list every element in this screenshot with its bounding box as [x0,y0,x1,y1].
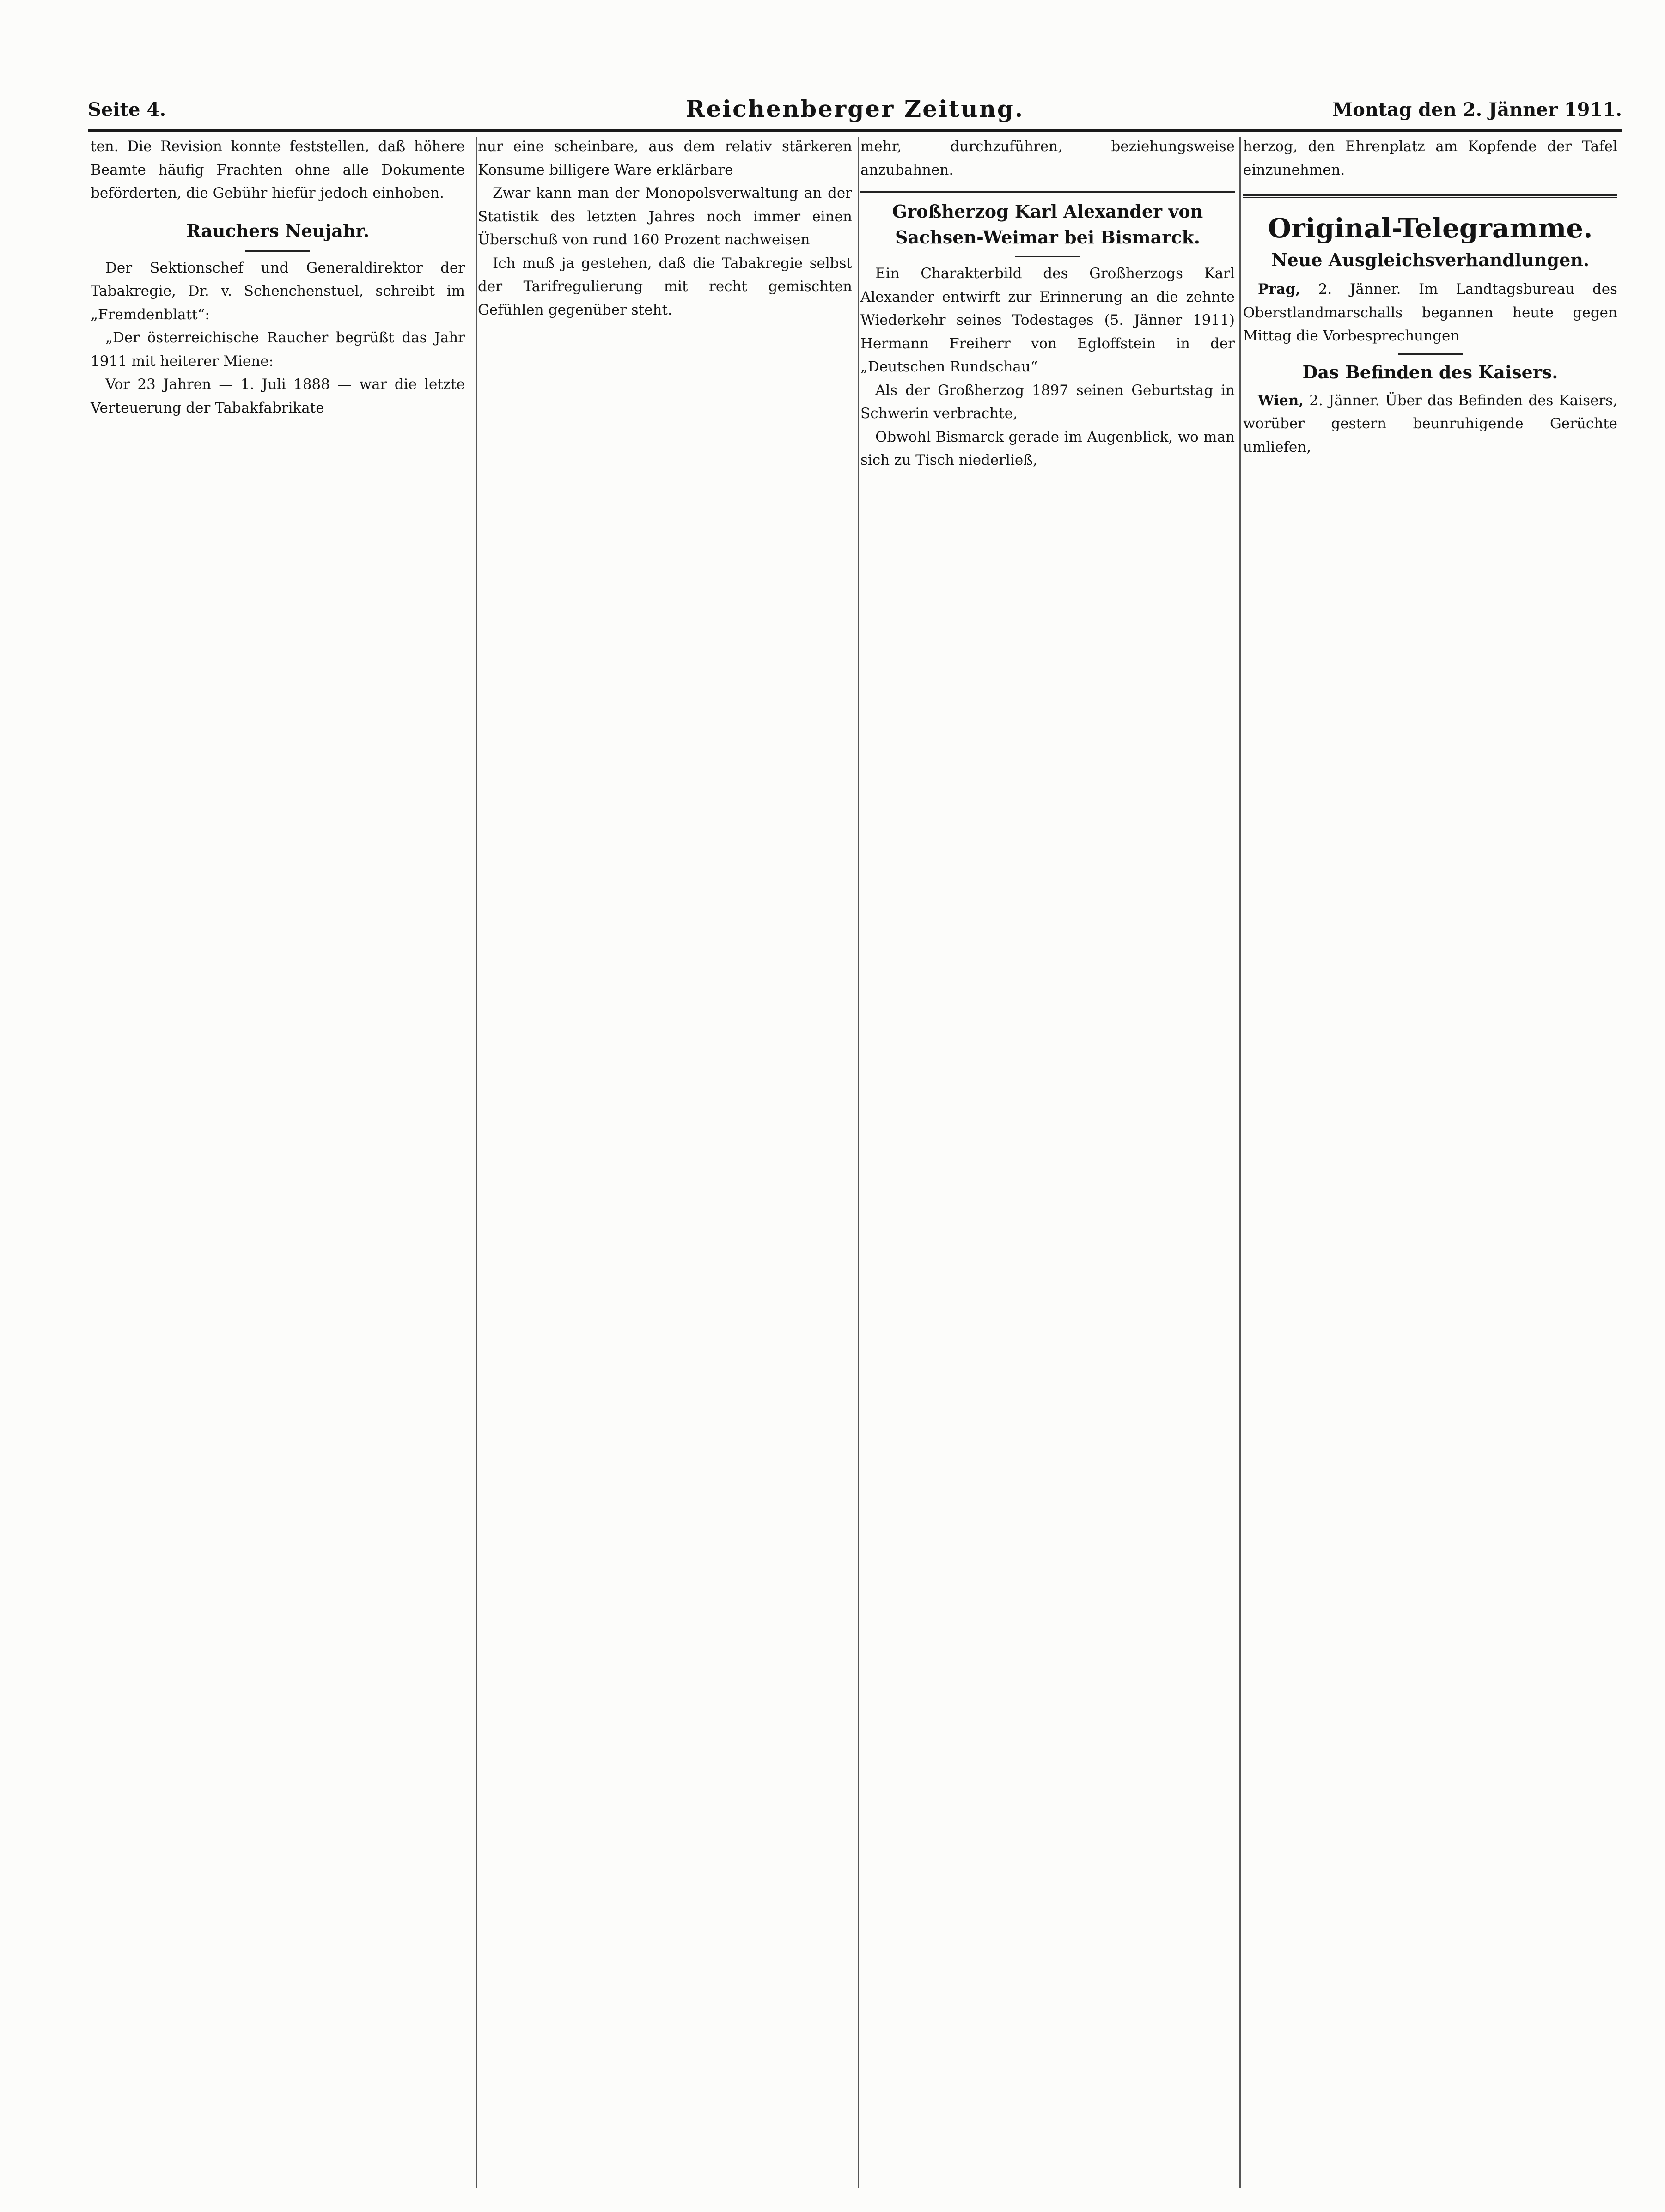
article-paragraph: Der Sektionschef und Generaldirektor der Tabakregie, Dr. v. Schenchenstuel, schreibt im „Fremdenblatt“: [91,259,465,323]
article-paragraph: Ein Charakterbild des Großherzogs Karl Alexander entwirft zur Erinnerung an die zehnte Wiederkehr seines Todestages (5. Jänner 1911) Hermann Freiherr von Egloffstein in der „Deutschen Rundschau“ [860,265,1235,375]
section-rule [1015,256,1080,257]
article-paragraph: ten. Die Revision konnte feststellen, daß höhere Beamte häufig Frachten ohne alle Dokumente beförderten, die Gebühr hiefür jedoch einhoben. [91,138,465,201]
section-rule [860,191,1235,193]
article-text: 2. Jänner. Im Landtagsbureau des Oberstlandmarschalls begannen heute gegen Mittag die Vorbesprechungen [1243,281,1617,344]
article-headline: Das Befinden des Kaisers. [1302,361,1558,383]
header-rule [88,129,1622,132]
article-paragraph [1243,389,1617,459]
column-3 [860,135,1235,472]
article-text: 2. Jänner. Über das Befinden des Kaisers, worüber gestern beunruhigende Gerüchte umliefen, [1243,392,1617,456]
section-rule [245,250,310,252]
page-number: Seite 4. [88,99,166,121]
article-paragraph: nur eine scheinbare, aus dem relativ stärkeren Konsume billigere Ware erklärbare [478,138,852,178]
section-headline: Original-Telegramme. [1268,213,1593,244]
column-2 [478,135,852,322]
issue-date: Montag den 2. Jänner 1911. [1332,99,1622,121]
column-separator [858,137,859,2188]
article-headline: Rauchers Neujahr. [186,220,370,241]
article-headline-line-2: Sachsen-Weimar bei Bismarck. [895,227,1200,248]
column-separator [1239,137,1241,2188]
dateline-location: Prag, [1258,281,1301,298]
column-4 [1243,135,1617,459]
article-headline: Neue Ausgleichsverhandlungen. [1271,249,1590,270]
article-paragraph: Vor 23 Jahren — 1. Juli 1888 — war die letzte Verteuerung der Tabakfabrikate [91,376,465,416]
section-rule [1398,353,1463,355]
article-paragraph: „Der österreichische Raucher begrüßt das Jahr 1911 mit heiterer Miene: [91,329,465,370]
article-paragraph [1243,278,1617,348]
section-rule [1243,194,1617,198]
article-paragraph: herzog, den Ehrenplatz am Kopfende der Tafel einzunehmen. [1243,138,1617,178]
page-header [88,92,1622,129]
article-paragraph: Als der Großherzog 1897 seinen Geburtstag in Schwerin verbrachte, [860,382,1235,422]
dateline-location: Wien, [1258,392,1304,409]
article-paragraph: Obwohl Bismarck gerade im Augenblick, wo man sich zu Tisch niederließ, [860,428,1235,468]
column-separator [476,137,477,2188]
article-paragraph: Zwar kann man der Monopolsverwaltung an der Statistik des letzten Jahres noch immer einen Überschuß von rund 160 Prozent nachweisen [478,185,852,248]
article-paragraph: Ich muß ja gestehen, daß die Tabakregie selbst der Tarifregulierung mit recht gemischten Gefühlen gegenüber steht. [478,255,852,318]
article-paragraph: mehr, durchzuführen, beziehungsweise anzubahnen. [860,138,1235,178]
column-1 [91,135,465,419]
newspaper-title: Reichenberger Zeitung. [685,95,1025,122]
article-headline: Großherzog Karl Alexander von [892,201,1203,222]
